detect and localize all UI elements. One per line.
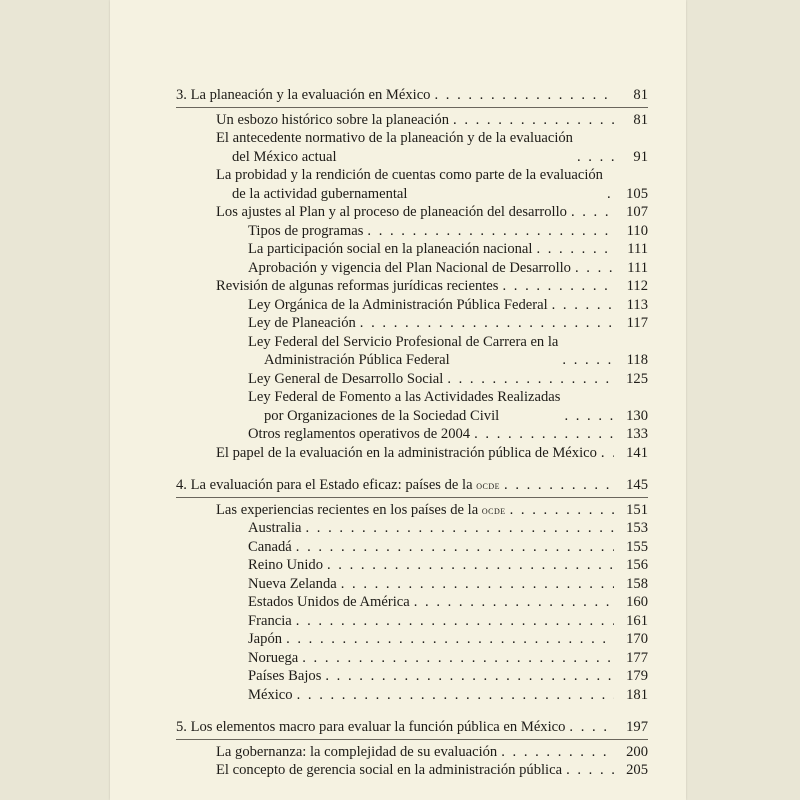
country-name: Noruega xyxy=(248,649,299,666)
table-of-contents xyxy=(176,86,648,780)
leader-dots xyxy=(566,761,614,780)
toc-entry[interactable] xyxy=(216,501,648,520)
leader-dots xyxy=(474,425,614,444)
toc-chapter-5[interactable] xyxy=(176,718,648,737)
page-number: 112 xyxy=(626,278,648,294)
leader-dots xyxy=(306,519,615,538)
entry-title-line: El papel de la evaluación en la administración pública de México xyxy=(216,444,597,461)
entry-title-line: Ley Federal del Servicio Profesional de Carrera en la xyxy=(248,333,559,350)
toc-entry[interactable] xyxy=(248,333,648,370)
leader-dots xyxy=(325,667,614,686)
entry-title xyxy=(216,743,497,762)
entry-title xyxy=(248,314,356,333)
leader-dots xyxy=(504,476,614,495)
page-number: 153 xyxy=(626,520,648,536)
toc-entry-country[interactable] xyxy=(248,667,648,686)
chapter-title: 3. La planeación y la evaluación en México xyxy=(176,87,431,103)
entry-title-continuation: de la actividad gubernamental xyxy=(232,185,408,202)
toc-entry-country[interactable] xyxy=(248,556,648,575)
entry-title-line: La probidad y la rendición de cuentas como parte de la evaluación xyxy=(216,167,603,183)
page-number: 158 xyxy=(626,575,648,592)
entry-title xyxy=(248,240,532,259)
entry-title-continuation: por Organizaciones de la Sociedad Civil xyxy=(264,407,500,424)
entry-title-text: Las experiencias recientes en los países de la xyxy=(216,501,482,518)
page-number: 205 xyxy=(626,762,648,778)
entry-title-line: Tipos de programas xyxy=(248,222,364,239)
entry-title-line: Los ajustes al Plan y al proceso de planeación del desarrollo xyxy=(216,204,567,220)
toc-entry[interactable] xyxy=(248,240,648,259)
entry-title-line: Ley General de Desarrollo Social xyxy=(248,370,444,387)
chapter-rule xyxy=(176,739,648,740)
entry-title-continuation: del México actual xyxy=(232,148,337,165)
leader-dots xyxy=(510,501,614,520)
page-number: 91 xyxy=(633,148,648,165)
toc-chapter-3[interactable] xyxy=(176,86,648,105)
page-number: 145 xyxy=(626,477,648,493)
country-name: Francia xyxy=(248,612,292,629)
country-name: Nueva Zelanda xyxy=(248,575,337,592)
leader-dots xyxy=(360,314,614,333)
entry-title xyxy=(216,761,562,780)
leader-dots xyxy=(501,743,614,762)
toc-entry[interactable] xyxy=(248,222,648,241)
leader-dots xyxy=(296,612,614,631)
country-name: Canadá xyxy=(248,538,292,555)
entry-title-line: Revisión de algunas reformas jurídicas recientes xyxy=(216,278,499,294)
leader-dots xyxy=(577,148,614,167)
leader-dots xyxy=(341,575,614,594)
entry-title xyxy=(216,277,498,296)
page-number: 133 xyxy=(626,426,648,442)
toc-entry-country[interactable] xyxy=(248,538,648,557)
page-number: 111 xyxy=(627,241,648,257)
leader-dots xyxy=(296,538,614,557)
toc-entry-country[interactable] xyxy=(248,575,648,594)
country-name: Japón xyxy=(248,631,283,647)
entry-title-line: Ley de Planeación xyxy=(248,315,356,331)
entry-title xyxy=(248,296,548,315)
toc-entry[interactable] xyxy=(248,314,648,333)
toc-entry[interactable] xyxy=(248,370,648,389)
toc-entry[interactable] xyxy=(216,203,648,222)
leader-dots xyxy=(297,686,614,705)
leader-dots xyxy=(414,593,614,612)
leader-dots xyxy=(575,259,614,278)
chapter-3-entries xyxy=(176,111,648,463)
leader-dots xyxy=(434,86,614,105)
leader-dots xyxy=(562,351,614,370)
page-number: 81 xyxy=(633,87,648,103)
chapter-title: 5. Los elementos macro para evaluar la función pública en México xyxy=(176,719,566,735)
chapter-5-entries xyxy=(176,743,648,780)
toc-entry[interactable] xyxy=(216,761,648,780)
leader-dots xyxy=(607,185,614,204)
leader-dots xyxy=(601,444,614,463)
toc-entry-country[interactable] xyxy=(248,593,648,612)
toc-entry-country[interactable] xyxy=(248,649,648,668)
page-number: 130 xyxy=(626,407,648,424)
toc-entry[interactable] xyxy=(216,111,648,130)
chapter-rule xyxy=(176,107,648,108)
entry-title xyxy=(248,388,560,425)
entry-title xyxy=(248,333,558,370)
leader-dots xyxy=(552,296,614,315)
country-name: Estados Unidos de América xyxy=(248,594,410,610)
page-number: 177 xyxy=(626,649,648,666)
page-number: 113 xyxy=(626,296,648,313)
page-number: 118 xyxy=(626,352,648,368)
toc-entry[interactable] xyxy=(248,259,648,278)
leader-dots xyxy=(286,630,614,649)
leader-dots xyxy=(571,203,614,222)
ocde-abbr: ocde xyxy=(481,502,506,517)
entry-title xyxy=(248,370,443,389)
page-number: 170 xyxy=(626,631,648,647)
leader-dots xyxy=(564,407,614,426)
page-number: 125 xyxy=(626,370,648,387)
page-number: 197 xyxy=(626,719,648,735)
entry-title-line: El antecedente normativo de la planeación y de la evaluación xyxy=(216,130,573,146)
page-number: 141 xyxy=(626,444,648,461)
entry-title-line: Otros reglamentos operativos de 2004 xyxy=(248,426,471,442)
leader-dots xyxy=(302,649,614,668)
country-name: Reino Unido xyxy=(248,557,323,573)
toc-entry[interactable] xyxy=(216,743,648,762)
toc-entry-country[interactable] xyxy=(248,612,648,631)
section-gap xyxy=(176,704,648,718)
toc-entry[interactable] xyxy=(216,444,648,463)
entry-title-line: Un esbozo histórico sobre la planeación xyxy=(216,111,450,128)
toc-entry-country[interactable] xyxy=(248,630,648,649)
toc-entry[interactable] xyxy=(216,166,648,203)
section-gap xyxy=(176,462,648,476)
entry-title xyxy=(216,129,573,166)
chapter-title-text: 4. La evaluación para el Estado eficaz: países de la xyxy=(176,477,477,493)
chapter-4-countries xyxy=(176,519,648,704)
toc-entry[interactable] xyxy=(216,129,648,166)
toc-entry[interactable] xyxy=(248,296,648,315)
toc-entry[interactable] xyxy=(248,388,648,425)
entry-title xyxy=(216,111,449,130)
toc-chapter-4[interactable] xyxy=(176,476,648,495)
toc-entry[interactable] xyxy=(216,277,648,296)
toc-entry-country[interactable] xyxy=(248,519,648,538)
chapter-title xyxy=(176,476,500,495)
leader-dots xyxy=(447,370,614,389)
page-number: 181 xyxy=(626,686,648,703)
page-number: 81 xyxy=(633,111,648,128)
leader-dots xyxy=(502,277,614,296)
entry-title-line: Ley Orgánica de la Administración Pública Federal xyxy=(248,296,548,313)
leader-dots xyxy=(453,111,614,130)
entry-title xyxy=(216,501,506,520)
page-number: 111 xyxy=(627,259,648,276)
toc-entry[interactable] xyxy=(248,425,648,444)
page-number: 107 xyxy=(626,204,648,220)
entry-title xyxy=(248,425,470,444)
page-number: 161 xyxy=(626,612,648,629)
page-number: 155 xyxy=(626,538,648,555)
ocde-abbr: ocde xyxy=(476,478,501,492)
entry-title xyxy=(216,203,567,222)
country-name: Países Bajos xyxy=(248,668,322,684)
page-number: 156 xyxy=(626,557,648,573)
leader-dots xyxy=(367,222,614,241)
chapter-rule xyxy=(176,497,648,498)
leader-dots xyxy=(536,240,614,259)
entry-title-line: La participación social en la planeación nacional xyxy=(248,241,533,257)
entry-title xyxy=(216,444,597,463)
leader-dots xyxy=(569,718,614,737)
page-number: 200 xyxy=(626,743,648,760)
page-number: 151 xyxy=(626,501,648,518)
country-name: México xyxy=(248,686,293,703)
entry-title-continuation: Administración Pública Federal xyxy=(264,352,450,368)
entry-title-line: Aprobación y vigencia del Plan Nacional de Desarrollo xyxy=(248,259,571,276)
page-number: 117 xyxy=(626,315,648,331)
entry-title xyxy=(216,166,603,203)
entry-title-line: La gobernanza: la complejidad de su evaluación xyxy=(216,743,498,760)
entry-title xyxy=(248,259,571,278)
entry-title-line: Ley Federal de Fomento a las Actividades Realizadas xyxy=(248,389,561,405)
entry-title-line: El concepto de gerencia social en la administración pública xyxy=(216,762,563,778)
toc-entry-country[interactable] xyxy=(248,686,648,705)
country-name: Australia xyxy=(248,520,302,536)
page-number: 110 xyxy=(626,222,648,239)
leader-dots xyxy=(327,556,614,575)
page-number: 105 xyxy=(626,185,648,202)
page-number: 179 xyxy=(626,668,648,684)
page-number: 160 xyxy=(626,594,648,610)
entry-title xyxy=(248,222,363,241)
